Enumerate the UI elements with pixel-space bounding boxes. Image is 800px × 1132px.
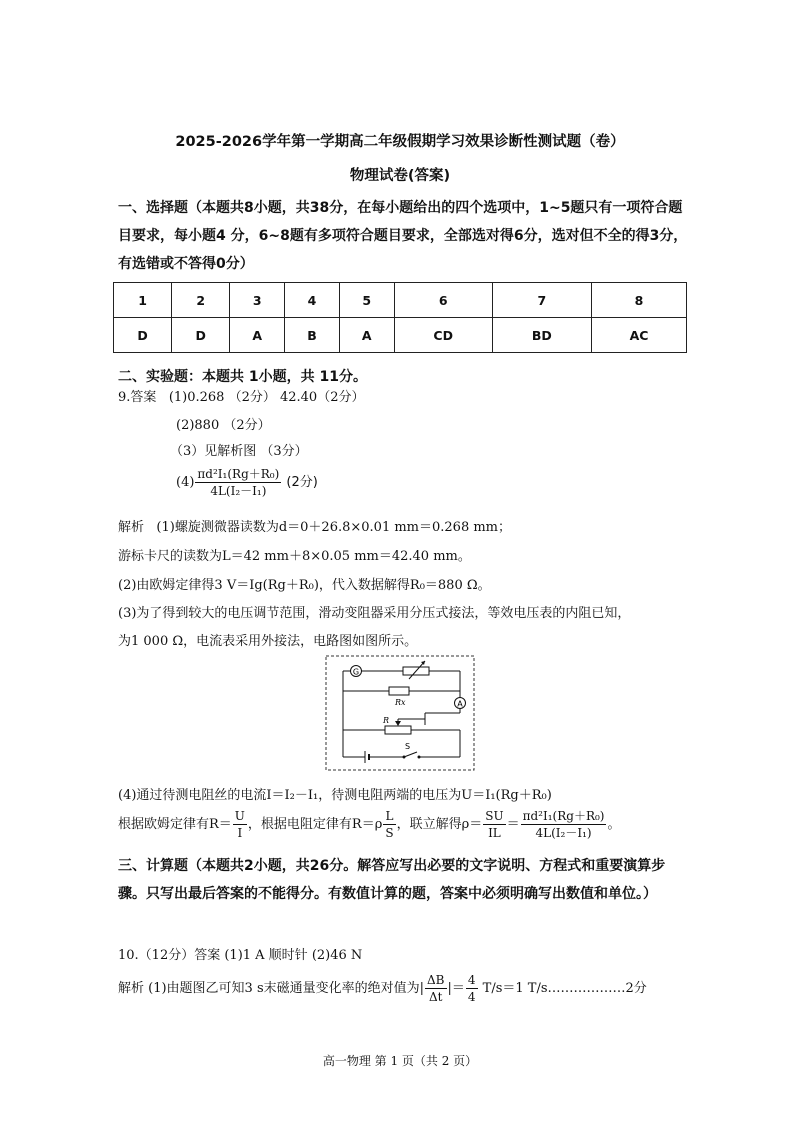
table-cell: BD: [492, 318, 591, 353]
r-label: R: [383, 716, 390, 725]
answer-text: (1)0.268 （2分） 42.40（2分）: [168, 390, 365, 405]
formula-denominator: Δt: [429, 990, 443, 1004]
answer-score: (2分): [286, 475, 318, 490]
text-segment: ＝: [506, 817, 520, 832]
table-cell: A: [230, 318, 285, 353]
formula-denominator: S: [385, 826, 394, 840]
formula-fraction: [466, 972, 478, 1005]
formula-fraction: [383, 808, 395, 841]
explanation-line-3: (2)由欧姆定律得3 V＝Ig(Rg＋R₀)，代入数据解得R₀＝880 Ω。: [118, 578, 491, 593]
formula-numerator: ΔB: [427, 973, 445, 987]
switch-label: S: [405, 742, 411, 751]
formula-denominator: 4L(I₂－I₁): [535, 826, 592, 840]
table-cell: 5: [339, 283, 394, 318]
formula-denominator: I: [237, 826, 243, 840]
question10-answer: 10.（12分）答案 (1)1 A 顺时针 (2)46 N: [118, 948, 363, 963]
formula-fraction: [233, 808, 247, 841]
table-cell: 3: [230, 283, 285, 318]
formula-fraction: [521, 808, 607, 841]
text-segment: T/s＝1 T/s………………2分: [478, 981, 647, 996]
explanation-line-5: 为1 000 Ω，电流表采用外接法，电路图如图所示。: [118, 634, 418, 649]
galvanometer-label: G: [352, 667, 360, 677]
switch-icon: [404, 752, 417, 757]
table-cell: 4: [285, 283, 339, 318]
answer-line-2: (2)880 （2分）: [176, 418, 271, 433]
ammeter-label: A: [457, 699, 463, 709]
answer-line-3: （3）见解析图 （3分）: [170, 444, 308, 459]
circuit-diagram: [325, 655, 475, 771]
text-segment: |＝: [447, 981, 465, 996]
rheostat-icon: [385, 726, 411, 734]
table-cell: B: [285, 318, 339, 353]
section1-heading: 一、选择题（本题共8小题，共38分，在每小题给出的四个选项中，1~5题只有一项符合题目要求，每小题4 分，6~8题有多项符合题目要求，全部选对得6分，选对但不全的得3分，有选错或不答得0分）: [118, 200, 688, 272]
explanation-line-2: 游标卡尺的读数为L＝42 mm＋8×0.05 mm＝42.40 mm。: [118, 549, 471, 564]
formula-fraction: [425, 972, 446, 1005]
section3-heading: 三、计算题（本题共2小题，共26分。解答应写出必要的文字说明、方程式和重要演算步骤。只写出最后答案的不能得分。有数值计算的题，答案中必须明确写出数值和单位。）: [118, 858, 666, 902]
answer-line-1: [118, 386, 364, 405]
section2-heading: 二、实验题：本题共 1小题，共 11分。: [118, 369, 367, 385]
table-row: [114, 283, 687, 318]
formula-denominator: IL: [488, 826, 501, 840]
table-cell: 2: [172, 283, 230, 318]
text-segment: ，根据电阻定律有R＝ρ: [247, 817, 383, 832]
table-cell: A: [339, 318, 394, 353]
text-segment: 。: [607, 817, 621, 832]
explanation-line-1: [118, 516, 511, 535]
table-cell: AC: [592, 318, 687, 353]
text-segment: 解析 (1)由题图乙可知3 s末磁通量变化率的绝对值为|: [118, 981, 425, 996]
table-cell: 8: [592, 283, 687, 318]
page-subtitle: 物理试卷(答案): [349, 168, 451, 184]
formula-numerator: U: [234, 809, 245, 823]
page-footer: 高一物理 第 1 页（共 2 页）: [322, 1054, 478, 1068]
formula-numerator: πd²I₁(Rg＋R₀): [197, 467, 280, 481]
formula-fraction: [195, 466, 281, 499]
table-cell: CD: [394, 318, 492, 353]
question10-explanation: [118, 972, 647, 1005]
answer-prefix: (4): [176, 475, 195, 490]
text-segment: 根据欧姆定律有R＝: [118, 817, 232, 832]
page-title: 2025-2026学年第一学期高二年级假期学习效果诊断性测试题（卷）: [175, 134, 625, 150]
formula-denominator: 4L(I₂－I₁): [210, 484, 267, 498]
explanation-line-7: [118, 808, 620, 841]
formula-fraction: [483, 808, 505, 841]
formula-denominator: 4: [467, 990, 476, 1004]
table-cell: 7: [492, 283, 591, 318]
table-cell: 1: [114, 283, 172, 318]
formula-numerator: πd²I₁(Rg＋R₀): [522, 809, 605, 823]
table-cell: 6: [394, 283, 492, 318]
answer-table: [113, 282, 687, 353]
formula-numerator: 4: [467, 973, 476, 987]
explanation-label: 解析: [118, 520, 145, 535]
explanation-text: (1)螺旋测微器读数为d＝0＋26.8×0.01 mm＝0.268 mm；: [156, 520, 512, 535]
resistor-rx-icon: [389, 687, 409, 695]
rx-label: Rx: [395, 698, 406, 707]
table-cell: D: [114, 318, 172, 353]
explanation-line-4: (3)为了得到较大的电压调节范围，滑动变阻器采用分压式接法，等效电压表的内阻已知，: [118, 606, 631, 621]
explanation-line-6: (4)通过待测电阻丝的电流I＝I₂－I₁，待测电阻两端的电压为U＝I₁(Rg＋R₀): [118, 788, 552, 803]
table-cell: D: [172, 318, 230, 353]
table-row: [114, 318, 687, 353]
answer-label: 9.答案: [118, 390, 157, 405]
formula-numerator: SU: [485, 809, 504, 823]
formula-numerator: L: [383, 808, 395, 825]
text-segment: ，联立解得ρ＝: [396, 817, 483, 832]
answer-line-4: [176, 466, 318, 499]
